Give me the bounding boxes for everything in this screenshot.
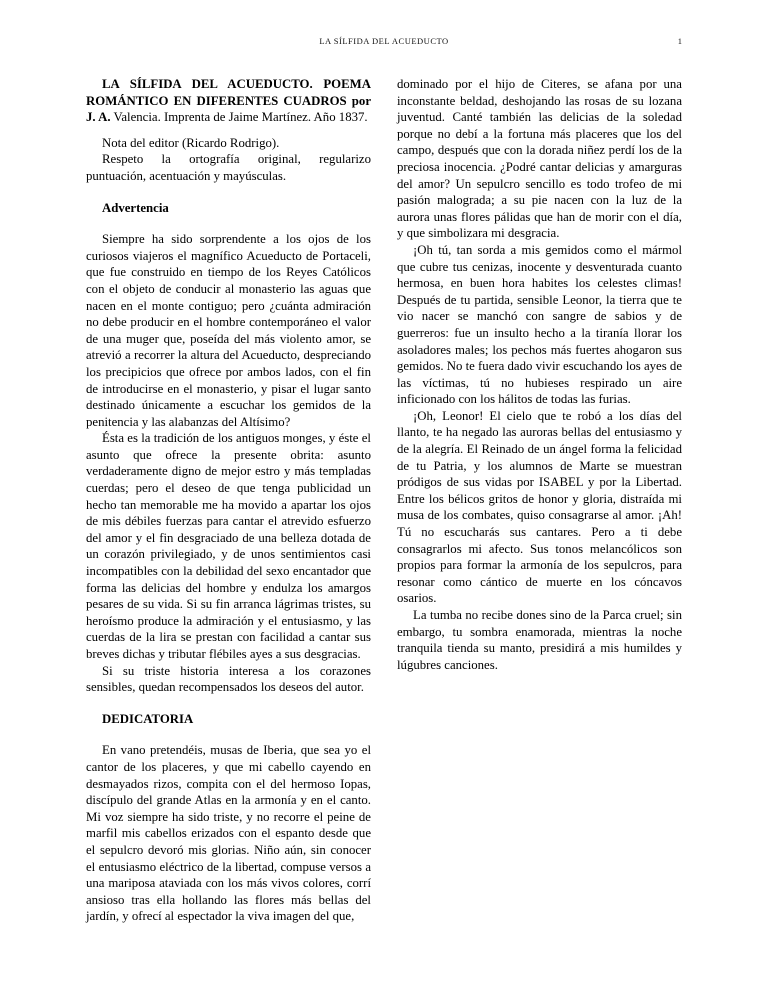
left-column [86, 76, 371, 925]
text-columns [86, 76, 682, 925]
editor-note-paragraph: Respeto la ortografía original, regularizo puntuación, acentuación y mayúsculas. [86, 152, 371, 183]
body-paragraph: En vano pretendéis, musas de Iberia, que sea yo el cantor de los placeres, y que mi cabello cayendo en desmayados rizos, compita con el del hermoso Iopas, discípulo del grande Atlas en la armonía y en el canto. Mi voz siempre ha sido triste, y no recorre el peine de marfil mis cabellos erizados con el espanto desde que el sepulcro devoró mis glorias. Niño aún, sin conocer el entusiasmo eléctrico de la libertad, compuse versos a una mariposa ataviada con los más vivos colores, corrí ansioso tras ella hollando las flores más bellas del jardín, y ofrecí al espectador la viva imagen del que, [86, 743, 371, 924]
body-paragraph: Siempre ha sido sorprendente a los ojos de los curiosos viajeros el magnífico Acueducto de Portaceli, que fue construido en tiempo de los Reyes Católicos con el objeto de conducir al monasterio las aguas que nacen en el monte contiguo; pero ¿cuánta admiración no debe producir en el hombre contemporáneo el valor de una muger que, poseída del más violento amor, se atrevió a recorrer la altura del Acueducto, despreciando los precipicios que ofrece por ambos lados, con el fin de introducirse en el monasterio, y pisar el lugar santo destinado únicamente a escuchar los gemidos de la penitencia y las alabanzas del Altísimo? [86, 232, 371, 429]
editor-note-paragraph: Nota del editor (Ricardo Rodrigo). [102, 135, 280, 150]
page-number: 1 [677, 36, 682, 46]
title-bold-text: LA SÍLFIDA DEL ACUEDUCTO. POEMA ROMÁNTICO EN DIFERENTES CUADROS por J. A. [86, 77, 371, 125]
title-imprint-text: Valencia. Imprenta de Jaime Martínez. Año 1837. [110, 110, 368, 125]
body-paragraph: Ésta es la tradición de los antiguos monges, y éste el asunto que ofrece la presente obrita: asunto verdaderamente digno de mejor estro y más templadas cuerdas; pero el deseo de que tenga publicidad un hecho tan memorable me ha movido a apartar los ojos de mis débiles fuerzas para cantar el atrevido esfuerzo del amor y el fin desgraciado de una belleza dotada de un corazón privilegiado, y de unos sentimientos casi incompatibles con la debilidad del sexo encantador que forma las delicias del hombre y endulza los amargos pesares de su vida. Si su fin arranca lágrimas tristes, su heroísmo produce la admiración y el entusiasmo, y las cuerdas de la lira se prestan con facilidad a cantar sus breves dichas y tributar flébiles ayes a sus desgracias. [86, 431, 371, 661]
body-paragraph: ¡Oh tú, tan sorda a mis gemidos como el mármol que cubre tus cenizas, inocente y desventurada cuanto hermosa, en buen hora habites los celestes climas! Después de tu partida, sensible Leonor, la tierra que te vio nacer se manchó con sangre de sabios y de guerreros: fue un insulto hecho a la tiranía llorar los asoladores males; los pechos más fuertes ahogaron sus gemidos. No te fuera dado vivir escuchando los ayes de las víctimas, tú no hubieses respirado un aire inficionado con los hálitos de todas las furias. [397, 242, 682, 407]
body-paragraph: La tumba no recibe dones sino de la Parca cruel; sin embargo, tu sombra enamorada, mientras la noche tranquila tienda su manto, presidirá a mis humildes y lúgubres canciones. [397, 608, 682, 672]
section-heading-advertencia: Advertencia [102, 200, 169, 215]
section-heading-dedicatoria: DEDICATORIA [102, 711, 194, 726]
running-head [86, 36, 682, 46]
body-paragraph: dominado por el hijo de Citeres, se afana por una inconstante beldad, deshojando las rosas de su lozana juventud. Canté también las delicias de la soledad porque no debí a la fortuna más placeres que los del campo, después que con la dorada niñez perdí los de la preciosa inocencia. ¿Podré cantar delicias y amarguras del amor? Un sepulcro sencillo es todo trofeo de mi pasión malograda; a su pie nacen con la luz de la aurora unas flores pálidas que han de morir con el día, y que simbolizara mi desgracia. [397, 77, 682, 241]
title-block [86, 76, 371, 126]
right-column [397, 76, 682, 925]
running-title: LA SÍLFIDA DEL ACUEDUCTO [319, 36, 449, 46]
body-paragraph: ¡Oh, Leonor! El cielo que te robó a los días del llanto, te ha negado las auroras bellas del entusiasmo y de la alegría. El Reinado de un ángel forma la felicidad de tu Patria, y los alumnos de Marte se muestran pródigos de sus vidas por ISABEL y por la Libertad. Entre los bélicos gritos de honor y gloria, distraída mi musa de los combates, quiso consagrarse al amor. ¡Ah! Tú no escucharás sus cantares. Pero a ti debe consagrarlos mi afecto. Sus tonos melancólicos son propios para formar la armonía de los sepulcros, para resonar como cántico de muerte en los cóncavos osarios. [397, 408, 682, 606]
body-paragraph: Si su triste historia interesa a los corazones sensibles, quedan recompensados los deseos del autor. [86, 663, 371, 695]
